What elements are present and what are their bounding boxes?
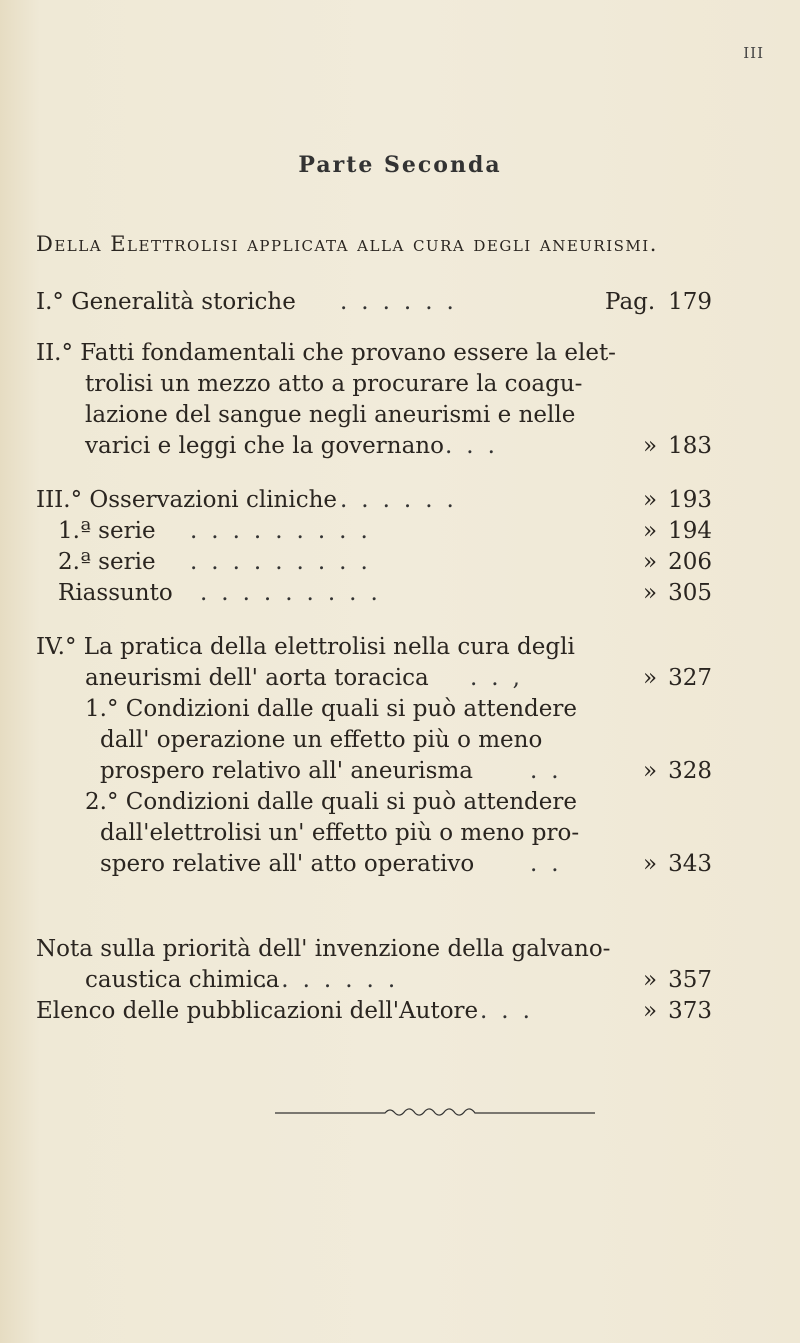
page-ref: 206 <box>668 549 712 575</box>
page-ref: 305 <box>668 580 712 606</box>
page-prefix: Pag. <box>605 289 656 315</box>
dot-leader: ......... <box>200 580 392 606</box>
toc-entry-line: Nota sulla priorità dell' invenzione della galvano- <box>36 936 611 962</box>
page-ref: 193 <box>668 487 712 513</box>
toc-entry-line: dall' operazione un effetto più o meno <box>100 727 543 753</box>
toc-entry-line: 2.° Condizioni dalle quali si può attendere <box>85 789 577 815</box>
toc-entry-label: 2.ª serie <box>58 549 156 575</box>
ditto-mark: » <box>642 580 658 606</box>
page-ref: 179 <box>668 289 712 315</box>
toc-entry-line: trolisi un mezzo atto a procurare la coagu- <box>85 371 583 397</box>
ditto-mark: » <box>642 518 658 544</box>
dot-leader: ... <box>445 433 509 459</box>
dot-leader: ...... <box>340 289 468 315</box>
toc-entry-line: varici e leggi che la governano <box>85 433 444 459</box>
toc-entry-label: 1.ª serie <box>58 518 156 544</box>
page-ref: 183 <box>668 433 712 459</box>
toc-entry-line: spero relative all' atto operativo <box>100 851 475 877</box>
page-ref: 357 <box>668 967 712 993</box>
ditto-mark: » <box>642 665 658 691</box>
part-title: Parte Seconda <box>298 152 502 178</box>
toc-entry-line: II.° Fatti fondamentali che provano essere la elet- <box>36 340 616 366</box>
dot-leader: ... <box>480 998 544 1024</box>
dot-leader: .., <box>470 665 534 691</box>
dot-leader: ......... <box>190 549 382 575</box>
ditto-mark: » <box>642 758 658 784</box>
ditto-mark: » <box>642 967 658 993</box>
section-heading: Della Elettrolisi applicata alla cura degli aneurismi. <box>36 232 658 256</box>
ditto-mark: » <box>642 998 658 1024</box>
page-ref: 194 <box>668 518 712 544</box>
dot-leader: .. <box>530 758 573 784</box>
toc-entry-label: Elenco delle pubblicazioni dell'Autore <box>36 998 479 1024</box>
dot-leader: ......... <box>190 518 382 544</box>
toc-entry-label: Riassunto <box>58 580 173 606</box>
toc-entry-line: 1.° Condizioni dalle quali si può attendere <box>85 696 577 722</box>
toc-entry-line: aneurismi dell' aorta toracica <box>85 665 429 691</box>
dot-leader: ...... <box>340 487 468 513</box>
wavy-rule-ornament <box>275 1105 595 1117</box>
ditto-mark: » <box>642 851 658 877</box>
toc-entry-line: lazione del sangue negli aneurismi e nelle <box>85 402 576 428</box>
ditto-mark: » <box>642 433 658 459</box>
toc-entry-line: dall'elettrolisi un' effetto più o meno pro- <box>100 820 580 846</box>
page-ref: 327 <box>668 665 712 691</box>
toc-entry-line: prospero relativo all' aneurisma <box>100 758 473 784</box>
dot-leader: .. <box>530 851 573 877</box>
page-ref: 373 <box>668 998 712 1024</box>
toc-entry-label: I.° Generalità storiche <box>36 289 296 315</box>
toc-entry-line: caustica chimica <box>85 967 280 993</box>
toc-entry-line: IV.° La pratica della elettrolisi nella cura degli <box>36 634 575 660</box>
ditto-mark: » <box>642 487 658 513</box>
page-number: III <box>743 44 764 62</box>
page-ref: 328 <box>668 758 712 784</box>
toc-entry-label: III.° Osservazioni cliniche <box>36 487 338 513</box>
page-ref: 343 <box>668 851 712 877</box>
dot-leader: ....... <box>260 967 410 993</box>
ditto-mark: » <box>642 549 658 575</box>
